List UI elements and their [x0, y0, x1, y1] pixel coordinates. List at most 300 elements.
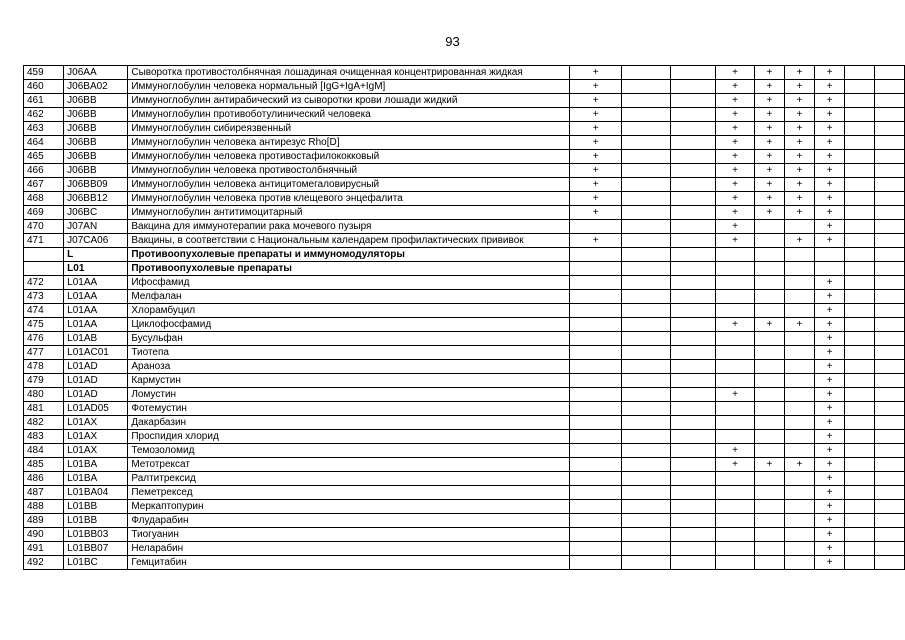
- table-row: [24, 290, 905, 304]
- mark-cell-8: [845, 178, 875, 192]
- mark-cell-4: [716, 346, 755, 360]
- mark-cell-9: [875, 444, 905, 458]
- mark-cell-3: [671, 80, 716, 94]
- mark-cell-8: [845, 360, 875, 374]
- atc-code-cell: L01BB: [64, 500, 128, 514]
- table-row: [24, 318, 905, 332]
- mark-cell-5: +: [754, 108, 784, 122]
- mark-cell-5: [754, 276, 784, 290]
- mark-cell-9: [875, 346, 905, 360]
- mark-cell-9: [875, 388, 905, 402]
- mark-cell-8: [845, 556, 875, 570]
- mark-cell-9: [875, 136, 905, 150]
- drug-name-cell: Тиогуанин: [128, 528, 570, 542]
- mark-cell-8: [845, 80, 875, 94]
- mark-cell-4: [716, 304, 755, 318]
- mark-cell-9: [875, 374, 905, 388]
- row-number-cell: 460: [24, 80, 64, 94]
- page-number: 93: [445, 34, 460, 49]
- mark-cell-5: [754, 542, 784, 556]
- mark-cell-3: [671, 472, 716, 486]
- mark-cell-7: +: [815, 276, 845, 290]
- mark-cell-1: [570, 276, 622, 290]
- row-number-cell: 475: [24, 318, 64, 332]
- mark-cell-8: [845, 136, 875, 150]
- mark-cell-2: [622, 192, 671, 206]
- mark-cell-7: +: [815, 402, 845, 416]
- mark-cell-4: +: [716, 234, 755, 248]
- table-row: [24, 206, 905, 220]
- mark-cell-7: +: [815, 374, 845, 388]
- mark-cell-7: +: [815, 430, 845, 444]
- mark-cell-1: +: [570, 150, 622, 164]
- mark-cell-8: [845, 542, 875, 556]
- drug-name-cell: Ломустин: [128, 388, 570, 402]
- mark-cell-2: [622, 80, 671, 94]
- mark-cell-8: [845, 220, 875, 234]
- row-number-cell: 461: [24, 94, 64, 108]
- mark-cell-7: +: [815, 94, 845, 108]
- mark-cell-4: [716, 248, 755, 262]
- drug-name-cell: Проспидия хлорид: [128, 430, 570, 444]
- drug-name-cell: Флударабин: [128, 514, 570, 528]
- mark-cell-9: [875, 556, 905, 570]
- mark-cell-3: [671, 374, 716, 388]
- mark-cell-1: [570, 542, 622, 556]
- table-row: [24, 150, 905, 164]
- mark-cell-8: [845, 276, 875, 290]
- mark-cell-3: [671, 66, 716, 80]
- row-number-cell: [24, 262, 64, 276]
- mark-cell-6: +: [784, 458, 814, 472]
- mark-cell-3: [671, 332, 716, 346]
- table-row: [24, 472, 905, 486]
- mark-cell-3: [671, 486, 716, 500]
- mark-cell-2: [622, 486, 671, 500]
- mark-cell-7: +: [815, 122, 845, 136]
- mark-cell-7: +: [815, 346, 845, 360]
- mark-cell-4: +: [716, 318, 755, 332]
- drug-name-cell: Араноза: [128, 360, 570, 374]
- mark-cell-5: [754, 360, 784, 374]
- mark-cell-2: [622, 164, 671, 178]
- mark-cell-2: [622, 360, 671, 374]
- mark-cell-1: [570, 430, 622, 444]
- atc-code-cell: L01BB: [64, 514, 128, 528]
- mark-cell-1: [570, 360, 622, 374]
- mark-cell-6: +: [784, 136, 814, 150]
- atc-code-cell: L01: [64, 262, 128, 276]
- drug-name-cell: Сыворотка противостолбнячная лошадиная очищенная концентрированная жидкая: [128, 66, 570, 80]
- mark-cell-2: [622, 472, 671, 486]
- mark-cell-2: [622, 304, 671, 318]
- mark-cell-2: [622, 556, 671, 570]
- row-number-cell: 471: [24, 234, 64, 248]
- row-number-cell: 484: [24, 444, 64, 458]
- drug-name-cell: Иммуноглобулин человека противостолбнячный: [128, 164, 570, 178]
- mark-cell-9: [875, 304, 905, 318]
- table-row: [24, 276, 905, 290]
- table-row: [24, 178, 905, 192]
- mark-cell-9: [875, 262, 905, 276]
- mark-cell-2: [622, 122, 671, 136]
- table-row: [24, 332, 905, 346]
- drug-name-cell: Тиотепа: [128, 346, 570, 360]
- mark-cell-2: [622, 150, 671, 164]
- atc-code-cell: L01AC01: [64, 346, 128, 360]
- atc-code-cell: L01AD: [64, 360, 128, 374]
- row-number-cell: 478: [24, 360, 64, 374]
- mark-cell-7: +: [815, 164, 845, 178]
- mark-cell-3: [671, 304, 716, 318]
- section-row: [24, 248, 905, 262]
- mark-cell-4: [716, 500, 755, 514]
- mark-cell-8: [845, 528, 875, 542]
- mark-cell-4: [716, 472, 755, 486]
- mark-cell-4: +: [716, 164, 755, 178]
- table-row: [24, 122, 905, 136]
- mark-cell-8: [845, 108, 875, 122]
- mark-cell-3: [671, 150, 716, 164]
- mark-cell-9: [875, 164, 905, 178]
- row-number-cell: 482: [24, 416, 64, 430]
- row-number-cell: 479: [24, 374, 64, 388]
- mark-cell-2: [622, 178, 671, 192]
- table-row: [24, 374, 905, 388]
- mark-cell-6: [784, 430, 814, 444]
- atc-code-cell: L01AX: [64, 444, 128, 458]
- mark-cell-9: [875, 528, 905, 542]
- row-number-cell: 486: [24, 472, 64, 486]
- atc-code-cell: J06BA02: [64, 80, 128, 94]
- mark-cell-4: +: [716, 458, 755, 472]
- mark-cell-1: [570, 388, 622, 402]
- table-row: [24, 164, 905, 178]
- mark-cell-6: +: [784, 108, 814, 122]
- mark-cell-6: +: [784, 80, 814, 94]
- table-row: [24, 80, 905, 94]
- mark-cell-9: [875, 318, 905, 332]
- row-number-cell: 489: [24, 514, 64, 528]
- drug-name-cell: Ралтитрексид: [128, 472, 570, 486]
- mark-cell-6: [784, 304, 814, 318]
- mark-cell-2: [622, 458, 671, 472]
- drug-name-cell: Дакарбазин: [128, 416, 570, 430]
- mark-cell-2: [622, 388, 671, 402]
- drug-name-cell: Меркаптопурин: [128, 500, 570, 514]
- mark-cell-1: [570, 556, 622, 570]
- mark-cell-6: [784, 374, 814, 388]
- mark-cell-1: [570, 290, 622, 304]
- mark-cell-4: [716, 332, 755, 346]
- mark-cell-1: [570, 374, 622, 388]
- mark-cell-3: [671, 444, 716, 458]
- mark-cell-5: [754, 262, 784, 276]
- mark-cell-7: +: [815, 556, 845, 570]
- mark-cell-3: [671, 388, 716, 402]
- drug-name-cell: Ифосфамид: [128, 276, 570, 290]
- mark-cell-2: [622, 528, 671, 542]
- mark-cell-9: [875, 458, 905, 472]
- mark-cell-9: [875, 416, 905, 430]
- row-number-cell: 464: [24, 136, 64, 150]
- mark-cell-5: +: [754, 458, 784, 472]
- mark-cell-8: [845, 346, 875, 360]
- mark-cell-9: [875, 332, 905, 346]
- table-row: [24, 486, 905, 500]
- drug-name-cell: Иммуноглобулин антирабический из сыворотки крови лошади жидкий: [128, 94, 570, 108]
- mark-cell-7: +: [815, 458, 845, 472]
- atc-code-cell: L: [64, 248, 128, 262]
- mark-cell-7: +: [815, 192, 845, 206]
- mark-cell-7: +: [815, 388, 845, 402]
- mark-cell-5: +: [754, 122, 784, 136]
- mark-cell-2: [622, 332, 671, 346]
- mark-cell-7: +: [815, 136, 845, 150]
- mark-cell-7: +: [815, 66, 845, 80]
- mark-cell-3: [671, 514, 716, 528]
- mark-cell-9: [875, 150, 905, 164]
- mark-cell-7: +: [815, 318, 845, 332]
- mark-cell-9: [875, 220, 905, 234]
- drug-name-cell: Иммуноглобулин человека антирезус Rho[D]: [128, 136, 570, 150]
- mark-cell-4: +: [716, 192, 755, 206]
- mark-cell-8: [845, 444, 875, 458]
- mark-cell-4: [716, 276, 755, 290]
- drug-name-cell: Кармустин: [128, 374, 570, 388]
- atc-code-cell: L01AD: [64, 388, 128, 402]
- mark-cell-7: +: [815, 416, 845, 430]
- atc-code-cell: L01AA: [64, 276, 128, 290]
- mark-cell-4: +: [716, 206, 755, 220]
- mark-cell-7: +: [815, 150, 845, 164]
- mark-cell-2: [622, 108, 671, 122]
- table-row: [24, 108, 905, 122]
- mark-cell-9: [875, 402, 905, 416]
- table-row: [24, 542, 905, 556]
- mark-cell-1: +: [570, 178, 622, 192]
- mark-cell-4: +: [716, 444, 755, 458]
- atc-code-cell: L01AA: [64, 304, 128, 318]
- mark-cell-3: [671, 178, 716, 192]
- mark-cell-5: +: [754, 318, 784, 332]
- mark-cell-1: +: [570, 108, 622, 122]
- mark-cell-6: [784, 290, 814, 304]
- mark-cell-4: [716, 514, 755, 528]
- mark-cell-5: +: [754, 94, 784, 108]
- drug-name-cell: Мелфалан: [128, 290, 570, 304]
- mark-cell-2: [622, 248, 671, 262]
- mark-cell-1: +: [570, 66, 622, 80]
- mark-cell-9: [875, 192, 905, 206]
- mark-cell-6: [784, 346, 814, 360]
- mark-cell-9: [875, 206, 905, 220]
- mark-cell-1: +: [570, 234, 622, 248]
- mark-cell-2: [622, 500, 671, 514]
- mark-cell-5: [754, 402, 784, 416]
- mark-cell-8: [845, 500, 875, 514]
- row-number-cell: 466: [24, 164, 64, 178]
- mark-cell-7: +: [815, 108, 845, 122]
- table-body: [24, 66, 905, 570]
- atc-code-cell: L01BA: [64, 458, 128, 472]
- drug-name-cell: Темозоломид: [128, 444, 570, 458]
- mark-cell-4: [716, 374, 755, 388]
- table-row: [24, 136, 905, 150]
- mark-cell-9: [875, 472, 905, 486]
- drug-name-cell: Вакцина для иммунотерапии рака мочевого пузыря: [128, 220, 570, 234]
- atc-code-cell: J07CA06: [64, 234, 128, 248]
- mark-cell-5: [754, 388, 784, 402]
- mark-cell-2: [622, 402, 671, 416]
- atc-code-cell: L01AD: [64, 374, 128, 388]
- mark-cell-8: [845, 94, 875, 108]
- mark-cell-6: [784, 444, 814, 458]
- drug-name-cell: Противоопухолевые препараты: [128, 262, 570, 276]
- mark-cell-3: [671, 234, 716, 248]
- table-row: [24, 360, 905, 374]
- mark-cell-8: [845, 332, 875, 346]
- mark-cell-8: [845, 234, 875, 248]
- mark-cell-7: [815, 248, 845, 262]
- mark-cell-5: [754, 444, 784, 458]
- mark-cell-7: +: [815, 444, 845, 458]
- mark-cell-6: [784, 514, 814, 528]
- mark-cell-5: +: [754, 206, 784, 220]
- mark-cell-3: [671, 192, 716, 206]
- mark-cell-6: [784, 472, 814, 486]
- mark-cell-7: +: [815, 500, 845, 514]
- atc-code-cell: J07AN: [64, 220, 128, 234]
- mark-cell-9: [875, 80, 905, 94]
- mark-cell-9: [875, 430, 905, 444]
- mark-cell-1: +: [570, 80, 622, 94]
- mark-cell-7: +: [815, 472, 845, 486]
- row-number-cell: 483: [24, 430, 64, 444]
- mark-cell-4: [716, 430, 755, 444]
- mark-cell-4: [716, 486, 755, 500]
- mark-cell-4: [716, 402, 755, 416]
- mark-cell-8: [845, 262, 875, 276]
- drug-name-cell: Иммуноглобулин человека противостафилококковый: [128, 150, 570, 164]
- mark-cell-2: [622, 234, 671, 248]
- mark-cell-8: [845, 514, 875, 528]
- mark-cell-5: [754, 220, 784, 234]
- mark-cell-3: [671, 220, 716, 234]
- mark-cell-7: +: [815, 332, 845, 346]
- row-number-cell: 469: [24, 206, 64, 220]
- row-number-cell: 474: [24, 304, 64, 318]
- mark-cell-8: [845, 66, 875, 80]
- mark-cell-2: [622, 416, 671, 430]
- mark-cell-5: [754, 290, 784, 304]
- drug-name-cell: Фотемустин: [128, 402, 570, 416]
- mark-cell-7: +: [815, 514, 845, 528]
- drug-name-cell: Бусульфан: [128, 332, 570, 346]
- table-row: [24, 94, 905, 108]
- mark-cell-2: [622, 220, 671, 234]
- row-number-cell: 472: [24, 276, 64, 290]
- mark-cell-4: [716, 542, 755, 556]
- mark-cell-4: +: [716, 136, 755, 150]
- table-row: [24, 528, 905, 542]
- mark-cell-7: +: [815, 178, 845, 192]
- atc-code-cell: L01AB: [64, 332, 128, 346]
- mark-cell-5: +: [754, 136, 784, 150]
- mark-cell-2: [622, 444, 671, 458]
- mark-cell-3: [671, 458, 716, 472]
- mark-cell-1: [570, 402, 622, 416]
- drug-name-cell: Хлорамбуцил: [128, 304, 570, 318]
- mark-cell-4: [716, 416, 755, 430]
- mark-cell-9: [875, 514, 905, 528]
- mark-cell-3: [671, 556, 716, 570]
- row-number-cell: 488: [24, 500, 64, 514]
- drug-name-cell: Иммуноглобулин человека нормальный [IgG+IgA+IgM]: [128, 80, 570, 94]
- drug-name-cell: Неларабин: [128, 542, 570, 556]
- mark-cell-3: [671, 346, 716, 360]
- mark-cell-5: [754, 374, 784, 388]
- row-number-cell: 468: [24, 192, 64, 206]
- mark-cell-5: +: [754, 164, 784, 178]
- mark-cell-3: [671, 262, 716, 276]
- table-row: [24, 556, 905, 570]
- atc-code-cell: L01AX: [64, 416, 128, 430]
- mark-cell-2: [622, 136, 671, 150]
- mark-cell-6: [784, 332, 814, 346]
- mark-cell-9: [875, 486, 905, 500]
- row-number-cell: 491: [24, 542, 64, 556]
- mark-cell-7: +: [815, 360, 845, 374]
- mark-cell-4: +: [716, 94, 755, 108]
- mark-cell-4: +: [716, 150, 755, 164]
- atc-code-cell: L01AD05: [64, 402, 128, 416]
- mark-cell-4: [716, 528, 755, 542]
- mark-cell-6: +: [784, 192, 814, 206]
- mark-cell-8: [845, 374, 875, 388]
- mark-cell-6: +: [784, 164, 814, 178]
- drug-name-cell: Иммуноглобулин антитимоцитарный: [128, 206, 570, 220]
- drug-name-cell: Противоопухолевые препараты и иммуномодуляторы: [128, 248, 570, 262]
- mark-cell-1: +: [570, 206, 622, 220]
- mark-cell-3: [671, 542, 716, 556]
- mark-cell-6: +: [784, 94, 814, 108]
- mark-cell-5: [754, 528, 784, 542]
- mark-cell-7: +: [815, 290, 845, 304]
- mark-cell-8: [845, 304, 875, 318]
- mark-cell-6: [784, 542, 814, 556]
- mark-cell-2: [622, 514, 671, 528]
- mark-cell-1: +: [570, 136, 622, 150]
- mark-cell-1: [570, 500, 622, 514]
- mark-cell-1: [570, 220, 622, 234]
- mark-cell-4: [716, 290, 755, 304]
- mark-cell-4: +: [716, 220, 755, 234]
- mark-cell-5: [754, 472, 784, 486]
- mark-cell-1: [570, 458, 622, 472]
- mark-cell-5: [754, 514, 784, 528]
- row-number-cell: 470: [24, 220, 64, 234]
- mark-cell-1: [570, 444, 622, 458]
- mark-cell-8: [845, 486, 875, 500]
- mark-cell-3: [671, 122, 716, 136]
- atc-code-cell: J06BB12: [64, 192, 128, 206]
- mark-cell-6: +: [784, 66, 814, 80]
- mark-cell-6: [784, 388, 814, 402]
- row-number-cell: 465: [24, 150, 64, 164]
- mark-cell-4: +: [716, 122, 755, 136]
- mark-cell-4: +: [716, 66, 755, 80]
